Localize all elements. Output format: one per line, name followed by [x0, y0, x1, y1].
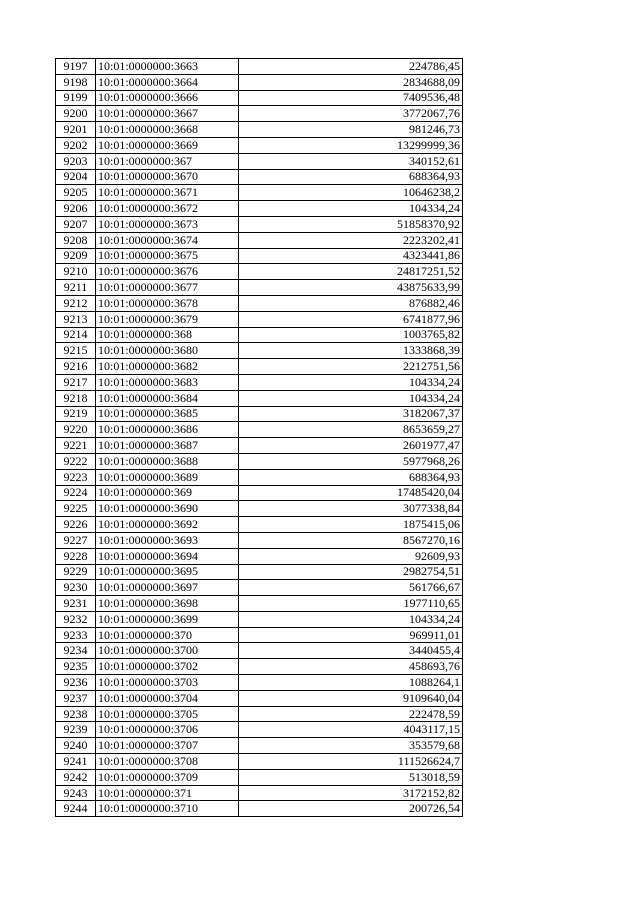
row-number-cell: 9201	[56, 122, 96, 138]
cadastral-number-cell: 10:01:0000000:3669	[96, 137, 239, 153]
row-number-cell: 9239	[56, 722, 96, 738]
table-row	[56, 785, 463, 801]
cadastral-number-cell: 10:01:0000000:3704	[96, 690, 239, 706]
row-number-cell: 9210	[56, 264, 96, 280]
cadastral-number-cell: 10:01:0000000:371	[96, 785, 239, 801]
row-number-cell: 9242	[56, 769, 96, 785]
row-number-cell: 9229	[56, 564, 96, 580]
amount-cell: 1088264,1	[239, 675, 463, 691]
amount-cell: 104334,24	[239, 374, 463, 390]
table-row	[56, 754, 463, 770]
row-number-cell: 9231	[56, 596, 96, 612]
cadastral-number-cell: 10:01:0000000:3688	[96, 453, 239, 469]
table-row	[56, 706, 463, 722]
cadastral-number-cell: 10:01:0000000:3693	[96, 532, 239, 548]
table-row	[56, 675, 463, 691]
cadastral-number-cell: 10:01:0000000:3674	[96, 232, 239, 248]
row-number-cell: 9233	[56, 627, 96, 643]
table-row	[56, 469, 463, 485]
table-row	[56, 422, 463, 438]
amount-cell: 876882,46	[239, 295, 463, 311]
amount-cell: 3172152,82	[239, 785, 463, 801]
amount-cell: 3440455,4	[239, 643, 463, 659]
row-number-cell: 9244	[56, 801, 96, 817]
table-row	[56, 343, 463, 359]
table-row	[56, 627, 463, 643]
amount-cell: 6741877,96	[239, 311, 463, 327]
table-row	[56, 564, 463, 580]
table-row	[56, 153, 463, 169]
amount-cell: 17485420,04	[239, 485, 463, 501]
row-number-cell: 9235	[56, 659, 96, 675]
table-row	[56, 548, 463, 564]
table-row	[56, 295, 463, 311]
table-row	[56, 485, 463, 501]
cadastral-number-cell: 10:01:0000000:3684	[96, 390, 239, 406]
cadastral-number-cell: 10:01:0000000:3667	[96, 106, 239, 122]
row-number-cell: 9217	[56, 374, 96, 390]
cadastral-number-cell: 10:01:0000000:3703	[96, 675, 239, 691]
table-row	[56, 580, 463, 596]
row-number-cell: 9198	[56, 74, 96, 90]
amount-cell: 222478,59	[239, 706, 463, 722]
row-number-cell: 9243	[56, 785, 96, 801]
row-number-cell: 9211	[56, 280, 96, 296]
amount-cell: 2212751,56	[239, 359, 463, 375]
table-row	[56, 232, 463, 248]
amount-cell: 3772067,76	[239, 106, 463, 122]
table-row	[56, 374, 463, 390]
amount-cell: 688364,93	[239, 169, 463, 185]
amount-cell: 104334,24	[239, 611, 463, 627]
row-number-cell: 9215	[56, 343, 96, 359]
table-row	[56, 517, 463, 533]
table-row	[56, 438, 463, 454]
table-row	[56, 216, 463, 232]
cadastral-number-cell: 10:01:0000000:3675	[96, 248, 239, 264]
amount-cell: 3182067,37	[239, 406, 463, 422]
row-number-cell: 9213	[56, 311, 96, 327]
cadastral-number-cell: 10:01:0000000:3673	[96, 216, 239, 232]
amount-cell: 458693,76	[239, 659, 463, 675]
table-row	[56, 327, 463, 343]
table-row	[56, 264, 463, 280]
amount-cell: 24817251,52	[239, 264, 463, 280]
amount-cell: 10646238,2	[239, 185, 463, 201]
row-number-cell: 9232	[56, 611, 96, 627]
cadastral-number-cell: 10:01:0000000:3682	[96, 359, 239, 375]
table-row	[56, 390, 463, 406]
amount-cell: 104334,24	[239, 201, 463, 217]
table-row	[56, 106, 463, 122]
cadastral-number-cell: 10:01:0000000:3670	[96, 169, 239, 185]
amount-cell: 1003765,82	[239, 327, 463, 343]
row-number-cell: 9236	[56, 675, 96, 691]
cadastral-number-cell: 10:01:0000000:3664	[96, 74, 239, 90]
row-number-cell: 9234	[56, 643, 96, 659]
cadastral-number-cell: 10:01:0000000:3698	[96, 596, 239, 612]
amount-cell: 8567270,16	[239, 532, 463, 548]
row-number-cell: 9222	[56, 453, 96, 469]
table-row	[56, 311, 463, 327]
cadastral-number-cell: 10:01:0000000:3676	[96, 264, 239, 280]
amount-cell: 51858370,92	[239, 216, 463, 232]
table-row	[56, 690, 463, 706]
row-number-cell: 9219	[56, 406, 96, 422]
row-number-cell: 9207	[56, 216, 96, 232]
table-row	[56, 659, 463, 675]
row-number-cell: 9218	[56, 390, 96, 406]
amount-cell: 340152,61	[239, 153, 463, 169]
row-number-cell: 9200	[56, 106, 96, 122]
cadastral-number-cell: 10:01:0000000:3668	[96, 122, 239, 138]
cadastral-number-cell: 10:01:0000000:3689	[96, 469, 239, 485]
cadastral-number-cell: 10:01:0000000:3683	[96, 374, 239, 390]
amount-cell: 8653659,27	[239, 422, 463, 438]
amount-cell: 4043117,15	[239, 722, 463, 738]
table-row	[56, 406, 463, 422]
table-row	[56, 137, 463, 153]
table-row	[56, 738, 463, 754]
table-row	[56, 185, 463, 201]
row-number-cell: 9230	[56, 580, 96, 596]
cadastral-number-cell: 10:01:0000000:3699	[96, 611, 239, 627]
row-number-cell: 9237	[56, 690, 96, 706]
row-number-cell: 9205	[56, 185, 96, 201]
cadastral-number-cell: 10:01:0000000:3707	[96, 738, 239, 754]
cadastral-number-cell: 10:01:0000000:3695	[96, 564, 239, 580]
cadastral-number-cell: 10:01:0000000:3685	[96, 406, 239, 422]
cadastral-number-cell: 10:01:0000000:3666	[96, 90, 239, 106]
amount-cell: 224786,45	[239, 59, 463, 75]
row-number-cell: 9214	[56, 327, 96, 343]
cadastral-number-cell: 10:01:0000000:369	[96, 485, 239, 501]
row-number-cell: 9221	[56, 438, 96, 454]
cadastral-number-cell: 10:01:0000000:3692	[96, 517, 239, 533]
amount-cell: 9109640,04	[239, 690, 463, 706]
table-row	[56, 501, 463, 517]
amount-cell: 2982754,51	[239, 564, 463, 580]
amount-cell: 200726,54	[239, 801, 463, 817]
table-row	[56, 532, 463, 548]
cadastral-number-cell: 10:01:0000000:3680	[96, 343, 239, 359]
row-number-cell: 9223	[56, 469, 96, 485]
row-number-cell: 9224	[56, 485, 96, 501]
cadastral-number-cell: 10:01:0000000:367	[96, 153, 239, 169]
cadastral-number-cell: 10:01:0000000:368	[96, 327, 239, 343]
amount-cell: 7409536,48	[239, 90, 463, 106]
cadastral-number-cell: 10:01:0000000:3671	[96, 185, 239, 201]
cadastral-number-cell: 10:01:0000000:3686	[96, 422, 239, 438]
table-row	[56, 122, 463, 138]
cadastral-number-cell: 10:01:0000000:3710	[96, 801, 239, 817]
row-number-cell: 9238	[56, 706, 96, 722]
cadastral-number-cell: 10:01:0000000:3690	[96, 501, 239, 517]
cadastral-number-cell: 10:01:0000000:3708	[96, 754, 239, 770]
row-number-cell: 9226	[56, 517, 96, 533]
amount-cell: 1977110,65	[239, 596, 463, 612]
amount-cell: 969911,01	[239, 627, 463, 643]
table-row	[56, 722, 463, 738]
amount-cell: 92609,93	[239, 548, 463, 564]
cadastral-number-cell: 10:01:0000000:370	[96, 627, 239, 643]
row-number-cell: 9208	[56, 232, 96, 248]
cadastral-number-cell: 10:01:0000000:3663	[96, 59, 239, 75]
row-number-cell: 9216	[56, 359, 96, 375]
amount-cell: 4323441,86	[239, 248, 463, 264]
row-number-cell: 9225	[56, 501, 96, 517]
amount-cell: 104334,24	[239, 390, 463, 406]
table-row	[56, 280, 463, 296]
amount-cell: 2223202,41	[239, 232, 463, 248]
row-number-cell: 9220	[56, 422, 96, 438]
table-row	[56, 248, 463, 264]
cadastral-number-cell: 10:01:0000000:3694	[96, 548, 239, 564]
table-body	[56, 59, 463, 817]
table-row	[56, 801, 463, 817]
row-number-cell: 9203	[56, 153, 96, 169]
table-row	[56, 359, 463, 375]
table-row	[56, 769, 463, 785]
cadastral-number-cell: 10:01:0000000:3678	[96, 295, 239, 311]
amount-cell: 513018,59	[239, 769, 463, 785]
cadastral-number-cell: 10:01:0000000:3700	[96, 643, 239, 659]
amount-cell: 981246,73	[239, 122, 463, 138]
amount-cell: 688364,93	[239, 469, 463, 485]
row-number-cell: 9212	[56, 295, 96, 311]
amount-cell: 1333868,39	[239, 343, 463, 359]
row-number-cell: 9240	[56, 738, 96, 754]
table-row	[56, 201, 463, 217]
row-number-cell: 9209	[56, 248, 96, 264]
amount-cell: 13299999,36	[239, 137, 463, 153]
cadastral-number-cell: 10:01:0000000:3702	[96, 659, 239, 675]
table-row	[56, 74, 463, 90]
cadastral-number-cell: 10:01:0000000:3697	[96, 580, 239, 596]
amount-cell: 2834688,09	[239, 74, 463, 90]
cadastral-value-table	[55, 58, 463, 817]
amount-cell: 3077338,84	[239, 501, 463, 517]
row-number-cell: 9199	[56, 90, 96, 106]
row-number-cell: 9197	[56, 59, 96, 75]
cadastral-number-cell: 10:01:0000000:3677	[96, 280, 239, 296]
amount-cell: 561766,67	[239, 580, 463, 596]
cadastral-number-cell: 10:01:0000000:3672	[96, 201, 239, 217]
amount-cell: 1875415,06	[239, 517, 463, 533]
row-number-cell: 9228	[56, 548, 96, 564]
cadastral-number-cell: 10:01:0000000:3706	[96, 722, 239, 738]
table-row	[56, 643, 463, 659]
table-row	[56, 596, 463, 612]
amount-cell: 2601977,47	[239, 438, 463, 454]
row-number-cell: 9241	[56, 754, 96, 770]
table-row	[56, 59, 463, 75]
amount-cell: 5977968,26	[239, 453, 463, 469]
table-row	[56, 169, 463, 185]
table-row	[56, 611, 463, 627]
cadastral-number-cell: 10:01:0000000:3687	[96, 438, 239, 454]
cadastral-number-cell: 10:01:0000000:3679	[96, 311, 239, 327]
amount-cell: 353579,68	[239, 738, 463, 754]
cadastral-number-cell: 10:01:0000000:3709	[96, 769, 239, 785]
row-number-cell: 9204	[56, 169, 96, 185]
amount-cell: 43875633,99	[239, 280, 463, 296]
table-row	[56, 453, 463, 469]
row-number-cell: 9206	[56, 201, 96, 217]
row-number-cell: 9202	[56, 137, 96, 153]
cadastral-number-cell: 10:01:0000000:3705	[96, 706, 239, 722]
amount-cell: 111526624,7	[239, 754, 463, 770]
table-row	[56, 90, 463, 106]
row-number-cell: 9227	[56, 532, 96, 548]
